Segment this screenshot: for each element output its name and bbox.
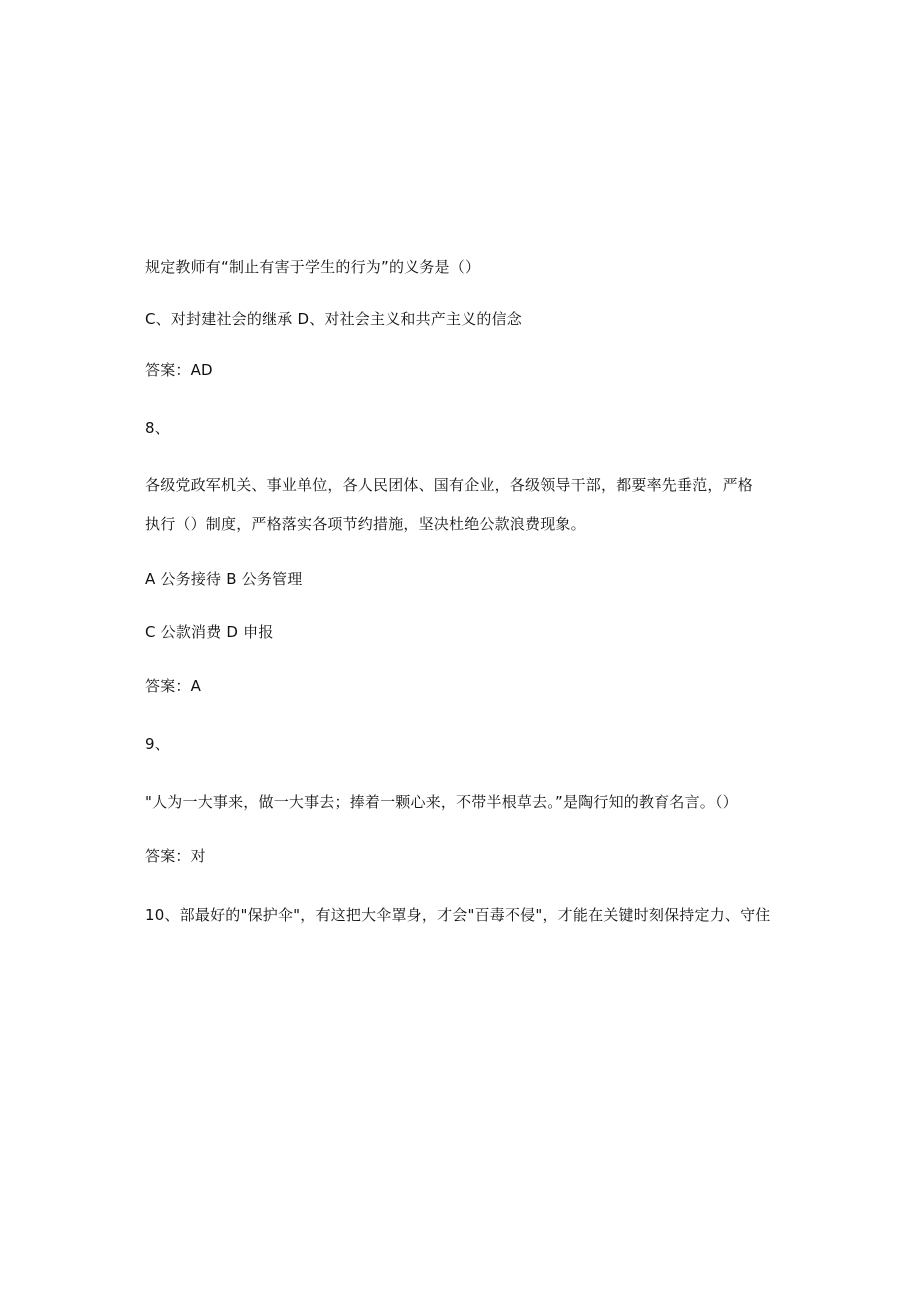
question-text-line: 各级党政军机关、事业单位，各人民团体、国有企业，各级领导干部，都要率先垂范，严格 xyxy=(145,476,754,494)
options-line: A 公务接待 B 公务管理 xyxy=(145,570,303,588)
question-text-line: 10、部最好的"保护伞"，有这把大伞罩身，才会"百毒不侵"，才能在关键时刻保持定力、守住 xyxy=(145,906,771,924)
options-line: C 公款消费 D 申报 xyxy=(145,623,274,641)
answer-line: 答案：对 xyxy=(145,847,206,865)
answer-line: 答案：AD xyxy=(145,361,213,379)
question-number: 8、 xyxy=(145,419,170,437)
answer-line: 答案：A xyxy=(145,677,202,695)
question-number: 9、 xyxy=(145,735,170,753)
question-text-line: 规定教师有“制止有害于学生的行为”的义务是（） xyxy=(145,258,481,276)
question-text-line: "人为一大事来，做一大事去；捧着一颗心来，不带半根草去。”是陶行知的教育名言。（） xyxy=(145,793,738,811)
options-line: C、对封建社会的继承 D、对社会主义和共产主义的信念 xyxy=(145,310,522,328)
question-text-line: 执行（）制度，严格落实各项节约措施，坚决杜绝公款浪费现象。 xyxy=(145,515,586,533)
